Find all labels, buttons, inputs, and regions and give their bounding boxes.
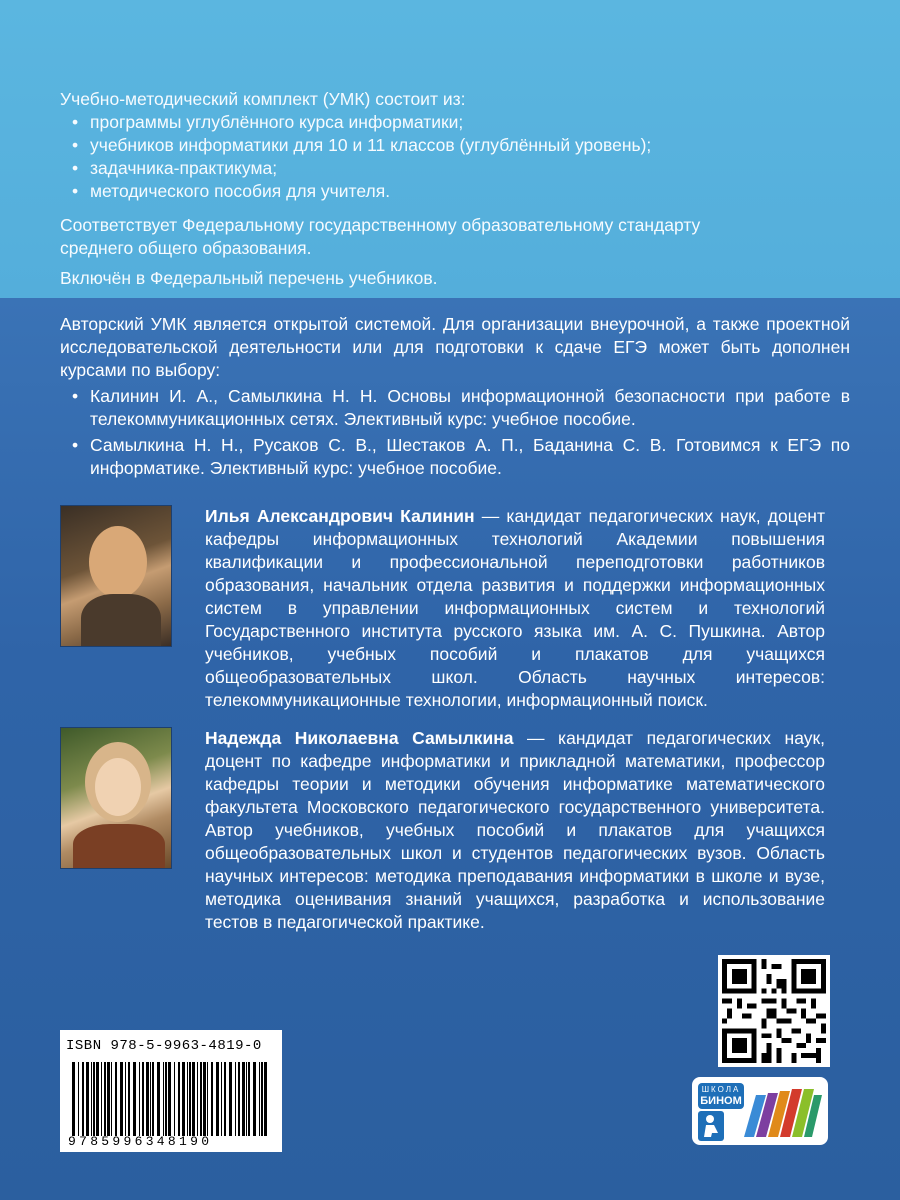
umk-intro: Учебно-методический комплект (УМК) состоит из: xyxy=(60,89,466,109)
reader-figure-icon xyxy=(698,1111,724,1141)
umk-list xyxy=(60,111,850,203)
ean-digits: 9785996348190 xyxy=(68,1134,213,1149)
umk-contents xyxy=(60,88,850,203)
qr-code[interactable] xyxy=(718,955,830,1067)
logo-badge xyxy=(698,1083,744,1109)
books-icon xyxy=(742,1085,824,1141)
isbn-barcode xyxy=(60,1030,282,1152)
umk-item: • задачника-практикума; xyxy=(60,157,850,180)
author-description: — кандидат педагогических наук, доцент по кафедре информатики и прикладной математики, профессор кафедры теории и методики обучения информатике математического факультета Московского педагогического государственного университета. Автор учебников, учебных пособий и плакатов для учащихся общеобразовательных школ и студентов педагогических вузов. Область научных интересов: методика преподавания информатики в школе и вузе, методика оценивания знаний учащихся, разработка и использование тестов в педагогической практике. xyxy=(205,728,826,932)
author-bio-kalinin xyxy=(205,505,825,712)
standard-line: Соответствует Федеральному государственному образовательному стандарту xyxy=(60,215,701,235)
author-photo-samylkina xyxy=(60,727,172,869)
author-bio-samylkina xyxy=(205,727,825,934)
author-name: Надежда Николаевна Самылкина xyxy=(205,728,514,748)
elective-item: • Калинин И. А., Самылкина Н. Н. Основы информационной безопасности при работе в телекоммуникационных сетях. Элективный курс: учебное пособие. xyxy=(60,385,850,431)
barcode-icon xyxy=(70,1062,270,1136)
open-system-section xyxy=(60,313,850,480)
logo-name-label: БИНОМ xyxy=(700,1095,742,1107)
standard-line: среднего общего образования. xyxy=(60,238,312,258)
author-name: Илья Александрович Калинин xyxy=(205,506,475,526)
elective-list xyxy=(60,385,850,480)
federal-list-note: Включён в Федеральный перечень учебников. xyxy=(60,268,438,288)
author-description: — кандидат педагогических наук, доцент кафедры информационных технологий Академии повышения квалификации и профессиональной переподготовки работников образования, начальник отдела развития и поддержки информационных систем в управлении информационных систем и технологий Государственного института русского языка им. А. С. Пушкина. Автор учебников, учебных пособий и плакатов для учащихся общеобразовательных школ. Область научных интересов: телекоммуникационные технологии, информационный поиск. xyxy=(205,506,825,710)
umk-item: • программы углублённого курса информатики; xyxy=(60,111,850,134)
author-photo-kalinin xyxy=(60,505,172,647)
top-info-panel xyxy=(0,0,900,298)
logo-school-label: ШКОЛА xyxy=(701,1085,741,1094)
standard-note xyxy=(60,214,840,260)
qr-code-pattern xyxy=(722,959,826,1063)
isbn-label: ISBN 978-5-9963-4819-0 xyxy=(66,1038,262,1054)
publisher-logo xyxy=(692,1077,828,1145)
umk-item: • учебников информатики для 10 и 11 классов (углублённый уровень); xyxy=(60,134,850,157)
elective-item: • Самылкина Н. Н., Русаков С. В., Шестаков А. П., Баданина С. В. Готовимся к ЕГЭ по информатике. Элективный курс: учебное пособие. xyxy=(60,434,850,480)
open-system-intro: Авторский УМК является открытой системой. Для организации внеурочной, а также проектной исследовательской деятельности или для подготовки к сдаче ЕГЭ может быть дополнен курсами по выбору: xyxy=(60,314,850,380)
umk-item: • методического пособия для учителя. xyxy=(60,180,850,203)
